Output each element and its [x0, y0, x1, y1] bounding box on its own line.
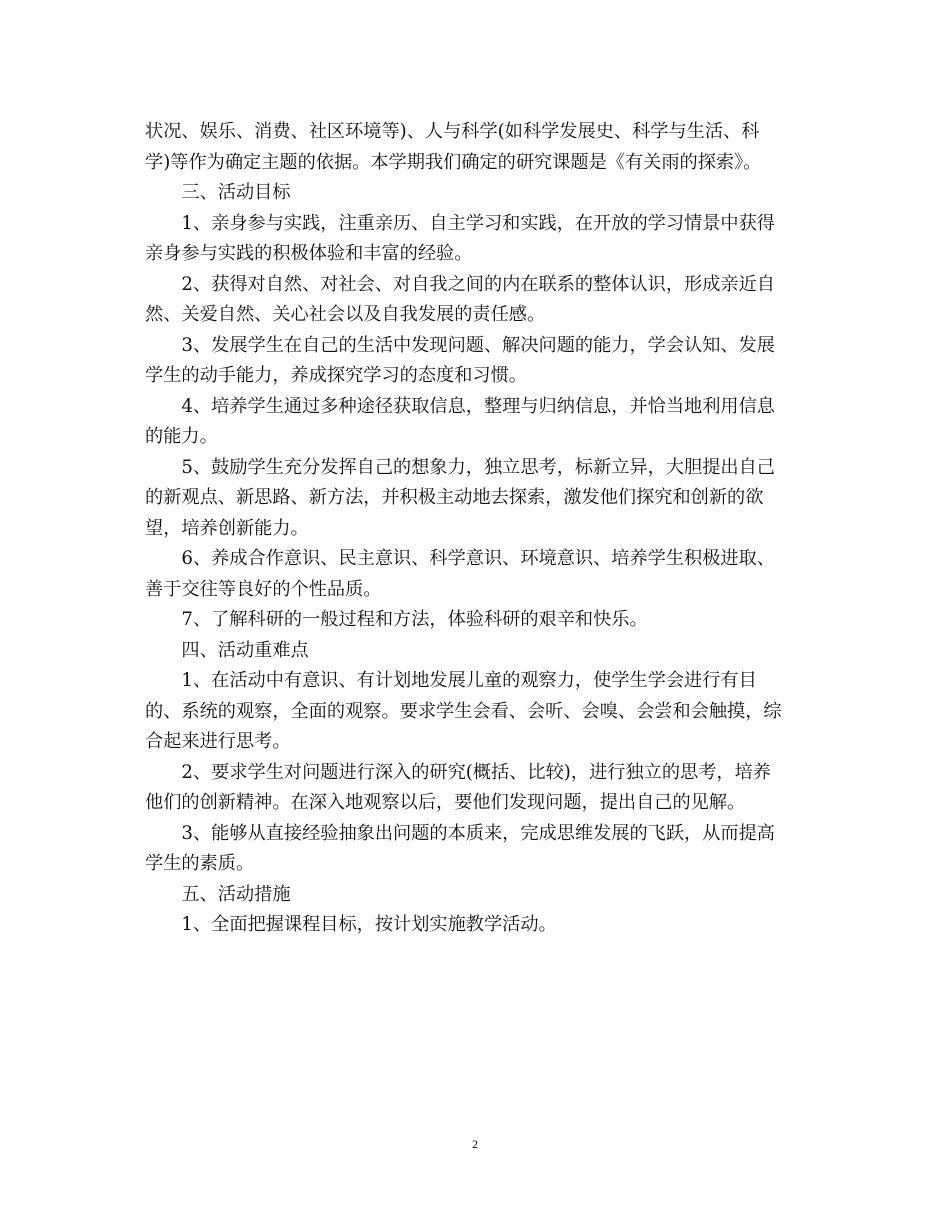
document-body: [145, 117, 805, 941]
text-line: 1、全面把握课程目标，按计划实施教学活动。: [181, 914, 557, 935]
text-line: 1、在活动中有意识、有计划地发展儿童的观察力，使学生学会进行有目: [181, 670, 757, 691]
text-line: 学生的动手能力，养成探究学习的态度和习惯。: [145, 365, 527, 386]
section-heading-key-points: 四、活动重难点: [181, 639, 309, 661]
text-line: 6、养成合作意识、民主意识、科学意识、环境意识、培养学生积极进取、: [181, 548, 775, 569]
text-line: 他们的创新精神。在深入地观察以后，要他们发现问题，提出自己的见解。: [145, 792, 746, 813]
text-line: 望，培养创新能力。: [145, 517, 309, 539]
text-line: 4、培养学生通过多种途径获取信息，整理与归纳信息，并恰当地利用信息: [181, 395, 775, 417]
text-line: 状况、娱乐、消费、社区环境等)、人与科学(如科学发展史、科学与生活、科: [145, 121, 760, 142]
text-line: 学生的素质。: [145, 853, 255, 874]
text-line: 学)等作为确定主题的依据。本学期我们确定的研究课题是《有关雨的探索》。: [145, 151, 762, 173]
text-line: 3、能够从直接经验抽象出问题的本质来，完成思维发展的飞跃，从而提高: [181, 822, 775, 844]
section-heading-measures: 五、活动措施: [181, 883, 291, 905]
text-line: 善于交往等良好的个性品质。: [145, 578, 382, 600]
text-line: 2、获得对自然、对社会、对自我之间的内在联系的整体认识，形成亲近自: [181, 273, 775, 295]
text-line: 的、系统的观察，全面的观察。要求学生会看、会听、会嗅、会尝和会触摸，综: [145, 700, 782, 722]
text-line: 7、了解科研的一般过程和方法，体验科研的艰辛和快乐。: [181, 609, 648, 630]
text-line: 1、亲身参与实践，注重亲历、自主学习和实践，在开放的学习情景中获得: [181, 212, 775, 234]
text-line: 然、关爱自然、关心社会以及自我发展的责任感。: [145, 304, 546, 325]
text-line: 合起来进行思考。: [145, 731, 291, 752]
page-number: 2: [472, 1137, 478, 1151]
text-line: 2、要求学生对问题进行深入的研究(概括、比较)，进行独立的思考，培养: [181, 761, 771, 783]
text-line: 的能力。: [145, 426, 218, 447]
text-line: 5、鼓励学生充分发挥自己的想象力，独立思考，标新立异，大胆提出自己: [181, 456, 775, 478]
text-line: 亲身参与实践的积极体验和丰富的经验。: [145, 243, 473, 264]
text-line: 的新观点、新思路、新方法，并积极主动地去探索，激发他们探究和创新的欲: [145, 487, 764, 508]
text-line: 3、发展学生在自己的生活中发现问题、解决问题的能力，学会认知、发展: [181, 334, 775, 356]
section-heading-goals: 三、活动目标: [181, 182, 291, 203]
